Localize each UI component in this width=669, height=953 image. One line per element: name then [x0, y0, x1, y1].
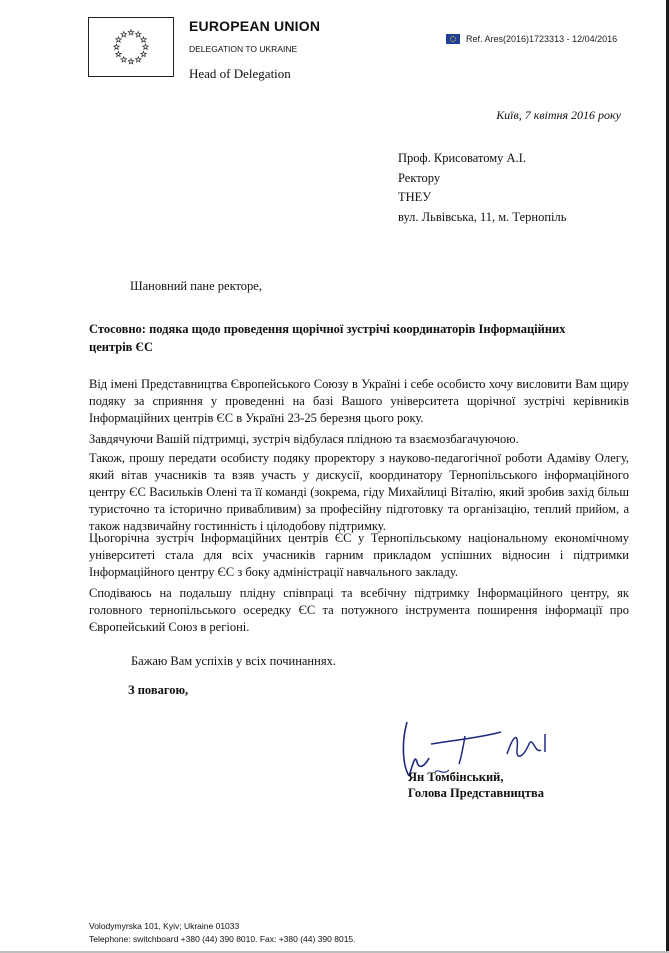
signer-title: Голова Представництва	[408, 786, 544, 800]
eu-flag-mini-icon	[446, 34, 460, 44]
body-paragraph: Завдячуючи Вашій підтримці, зустріч відбулася плідною та взаємозбагачуючою.	[89, 432, 519, 446]
eu-flag-star-icon	[116, 37, 122, 42]
addressee-position: Ректору	[398, 170, 441, 185]
eu-flag-star-icon	[135, 32, 141, 37]
footer-phones: Telephone: switchboard +380 (44) 390 8010. Fax: +380 (44) 390 8015.	[89, 934, 356, 944]
subject-line: Стосовно: подяка щодо проведення щорічної зустрічі координаторів Інформаційних центрів ЄС	[89, 322, 566, 354]
eu-flag-star-icon	[143, 44, 149, 49]
eu-flag-star-icon	[141, 37, 147, 42]
eu-flag-star-icon	[121, 57, 127, 62]
body-paragraph: Також, прошу передати особисту подяку проректору з науково-педагогічної роботи Адаміву Олегу, який вітав учасників та взяв участь у дискусії, координатору Тернопільського інформаційного центру ЄС Васильків Олені та її команді (зокрема, гіду Михайлиці Віталію, який зробив захід більш туристочно та історично привабливим) за професійну підготовку та організацію, теплий прийом, а також надзвичайну гостинність і цілодобову підтримку.	[89, 451, 629, 533]
footer-address: Volodymyrska 101, Kyiv; Ukraine 01033	[89, 921, 240, 931]
eu-flag-star-icon	[135, 57, 141, 62]
ares-reference	[446, 34, 617, 44]
closing-wish: Бажаю Вам успіхів у всіх починаннях.	[131, 654, 336, 668]
body-paragraph: Сподіваюсь на подальшу плідну співпраці та всебічну підтримку Інформаційного центру, як головного тернопільського осередку ЄС та потужного інструмента поширення інформації про Європейський Союз в регіоні.	[89, 586, 629, 634]
addressee-name: Проф. Крисоватому А.І.	[398, 151, 526, 165]
head-of-delegation: Head of Delegation	[189, 66, 291, 81]
addressee-block	[398, 149, 566, 227]
ref-text: Ref. Ares(2016)1723313 - 12/04/2016	[466, 34, 618, 44]
date-line: Київ, 7 квітня 2016 року	[496, 108, 621, 122]
addressee-institution: ТНЕУ	[398, 190, 432, 204]
eu-flag-icon	[88, 17, 174, 77]
eu-flag-star-icon	[121, 32, 127, 37]
eu-flag-star-icon	[141, 51, 147, 56]
closing-regards: З повагою,	[128, 683, 189, 697]
footer	[89, 920, 356, 946]
signer-name: Ян Томбінський,	[408, 770, 504, 784]
org-title: EUROPEAN UNION	[189, 18, 321, 34]
eu-flag-star-icon	[116, 51, 122, 56]
eu-flag-star-icon	[128, 30, 134, 35]
addressee-address: вул. Львівська, 11, м. Тернопіль	[398, 209, 567, 224]
body-paragraph: Від імені Представництва Європейського Союзу в Україні і себе особисто хочу висловити Вам щиру подяку за сприяння у проведенні на базі Вашого університета щорічної зустрічі керівників Інформаційних центрів ЄС в Україні 23-25 березня цього року.	[89, 377, 629, 425]
body-paragraph: Цьогорічна зустріч Інформаційних центрів ЄС у Тернопільському національному економічному університеті стала для всіх учасників гарним прикладом успішних відносин і підтримки Інформаційного центру ЄС з боку адміністрації навчального закладу.	[89, 531, 629, 579]
delegation-name: DELEGATION TO UKRAINE	[189, 44, 298, 54]
signer-block	[408, 769, 544, 801]
eu-flag-star-icon	[114, 44, 120, 49]
salutation: Шановний пане ректоре,	[130, 279, 262, 293]
eu-flag-star-icon	[128, 59, 134, 64]
